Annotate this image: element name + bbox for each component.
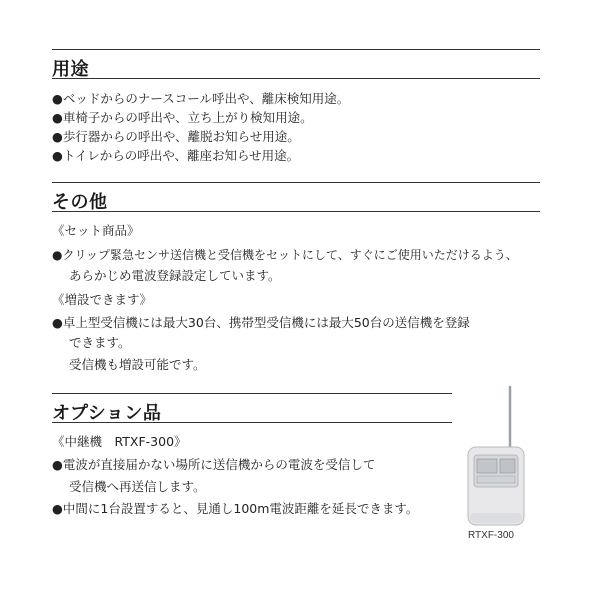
device-bottom-shade <box>470 513 522 523</box>
options-rule-bottom <box>52 422 452 423</box>
expand-line-1: ●卓上型受信機には最大30台、携帯型受信機には最大50台の送信機を登録 <box>52 315 470 330</box>
repeater-device-image <box>462 385 532 535</box>
options-line-2: 受信機へ再送信します。 <box>69 479 206 494</box>
expand-line-2: できます。 <box>69 335 131 350</box>
other-rule-bottom <box>52 211 540 212</box>
usage-item-3: ●歩行器からの呼出や、離脱お知らせ用途。 <box>52 129 300 144</box>
usage-item-2: ●車椅子からの呼出や、立ち上がり検知用途。 <box>52 110 313 125</box>
usage-rule-bottom <box>52 78 540 79</box>
expand-label: 《増設できます》 <box>52 292 153 307</box>
set-product-line-1: ●クリップ緊急センサ送信機と受信機をセットにして、すぐにご使用いただけるよう、 <box>52 248 518 262</box>
usage-heading: 用途 <box>52 59 89 80</box>
usage-item-1: ●ベッドからのナースコール呼出や、離床検知用途。 <box>52 91 350 106</box>
device-buttons <box>477 476 515 483</box>
set-product-label: 《セット商品》 <box>52 223 140 238</box>
other-heading: その他 <box>52 192 108 213</box>
options-rule-top <box>52 393 452 394</box>
set-product-line-2: あらかじめ電波登録設定しています。 <box>69 268 281 283</box>
device-indicator <box>500 459 515 473</box>
options-line-3: ●中間に1台設置すると、見通し100m電波距離を延長できます。 <box>52 501 419 516</box>
device-caption: RTXF-300 <box>468 530 514 541</box>
repeater-label: 《中継機 RTXF-300》 <box>52 434 187 449</box>
usage-item-4: ●トイレからの呼出や、離座お知らせ用途。 <box>52 148 300 163</box>
usage-rule-top <box>52 49 540 50</box>
other-rule-top <box>52 182 540 183</box>
options-heading: オプション品 <box>52 403 162 424</box>
expand-line-3: 受信機も増設可能です。 <box>69 357 206 372</box>
options-line-1: ●電波が直接届かない場所に送信機からの電波を受信して <box>52 457 376 472</box>
device-screen <box>477 459 497 473</box>
